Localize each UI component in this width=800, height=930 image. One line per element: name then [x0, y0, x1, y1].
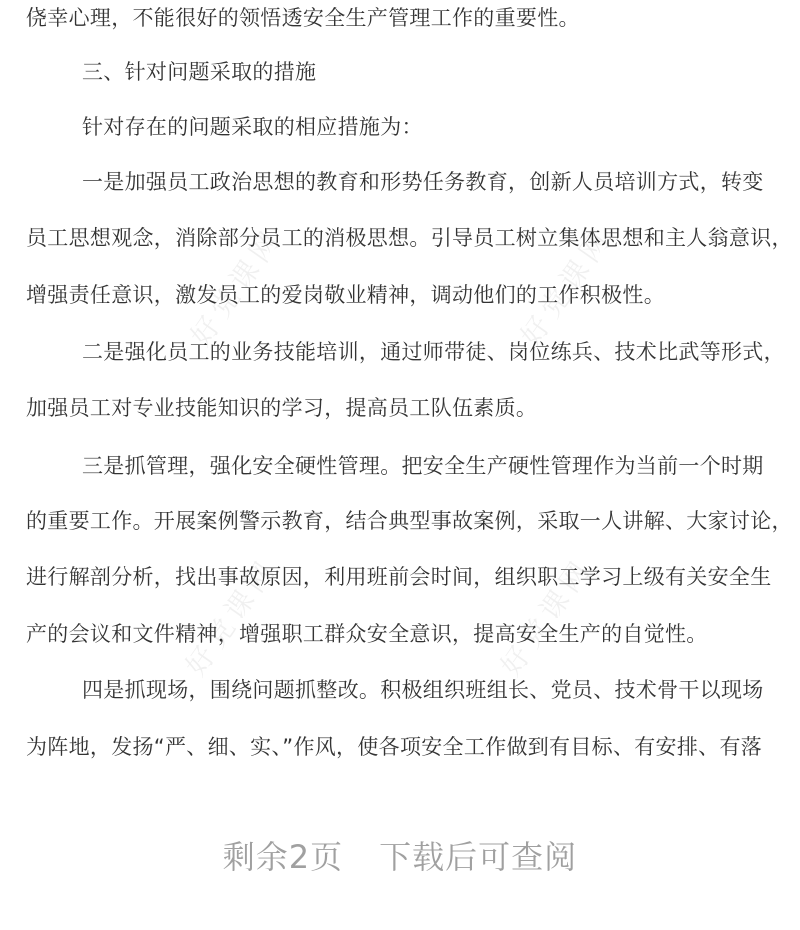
text-line: 一是加强员工政治思想的教育和形势任务教育，创新人员培训方式，转变 — [82, 170, 764, 194]
section-heading: 三、针对问题采取的措施 — [82, 60, 317, 84]
text-line: 三是抓管理，强化安全硬性管理。把安全生产硬性管理作为当前一个时期 — [82, 454, 764, 478]
text-line: 四是抓现场，围绕问题抓整改。积极组织班组长、党员、技术骨干以现场 — [82, 678, 764, 702]
text-line: 侥幸心理，不能很好的领悟透安全生产管理工作的重要性。 — [26, 6, 580, 30]
text-line: 的重要工作。开展案例警示教育，结合典型事故案例，采取一人讲解、大家讨论， — [26, 509, 793, 533]
text-line: 加强员工对专业技能知识的学习，提高员工队伍素质。 — [26, 396, 538, 420]
watermark: 好党课网 — [494, 551, 600, 682]
text-line: 员工思想观念，消除部分员工的消极思想。引导员工树立集体思想和主人翁意识， — [26, 226, 793, 250]
text-line: 产的会议和文件精神，增强职工群众安全意识，提高安全生产的自觉性。 — [26, 622, 708, 646]
text-line: 为阵地，发扬“严、细、实、”作风，使各项安全工作做到有目标、有安排、有落 — [26, 735, 763, 759]
text-line: 进行解剖分析，找出事故原因，利用班前会时间，组织职工学习上级有关安全生 — [26, 565, 772, 589]
remaining-pages-label: 剩余2页 — [222, 838, 344, 876]
watermark: 好党课网 — [179, 551, 285, 682]
download-hint-label: 下载后可查阅 — [379, 838, 578, 876]
remaining-pages-prompt[interactable] — [0, 832, 800, 878]
text-line: 增强责任意识，激发员工的爱岗敬业精神，调动他们的工作积极性。 — [26, 283, 665, 307]
text-line: 二是强化员工的业务技能培训，通过师带徒、岗位练兵、技术比武等形式， — [82, 340, 785, 364]
text-line: 针对存在的问题采取的相应措施为： — [82, 115, 423, 139]
watermark: 好党课网 — [184, 221, 290, 352]
watermark: 好党课网 — [514, 221, 620, 352]
